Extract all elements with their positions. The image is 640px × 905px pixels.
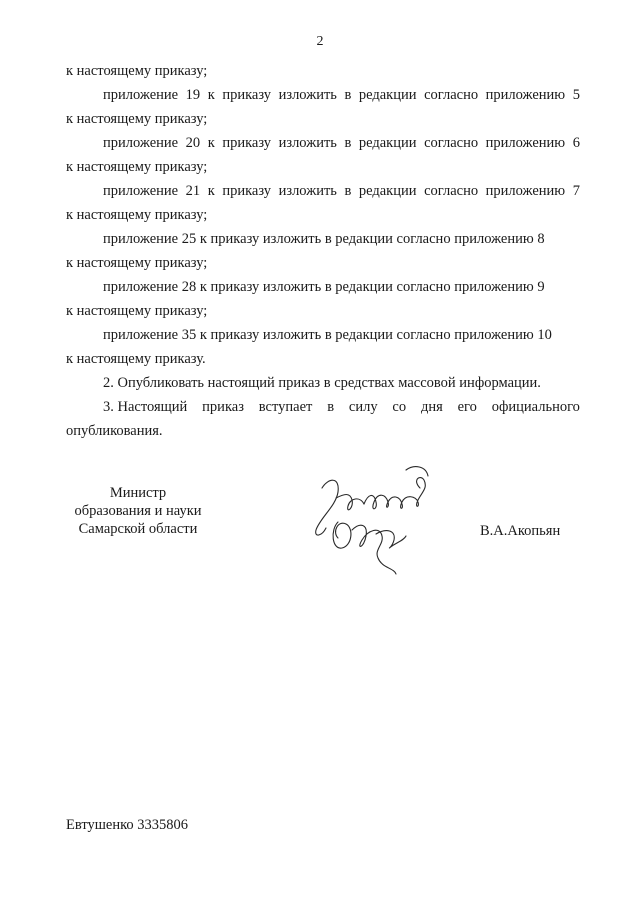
text-line-appendix-28: приложение 28 к приказу изложить в редакции согласно приложению 9	[103, 279, 545, 295]
word: изложить	[278, 87, 337, 103]
text-line-appendix-20	[66, 131, 580, 155]
signatory-title-line: Самарской области	[78, 521, 198, 537]
word: изложить	[278, 183, 337, 199]
word: приложению	[485, 87, 566, 103]
text-line-appendix-19	[66, 83, 580, 107]
text-line-appendix-25: приложение 25 к приказу изложить в редакции согласно приложению 8	[103, 231, 545, 247]
word: 20	[185, 135, 201, 151]
signatory-name: В.А.Акопьян	[480, 523, 561, 539]
word: к	[207, 183, 215, 199]
word: в	[344, 183, 352, 199]
word: в	[344, 135, 352, 151]
text-line-item-3	[66, 395, 580, 419]
word: согласно	[424, 87, 479, 103]
text-line: к настоящему приказу;	[66, 207, 208, 223]
text-line: к настоящему приказу;	[66, 255, 208, 271]
word: 7	[572, 183, 580, 199]
word: редакции	[358, 135, 417, 151]
word: согласно	[424, 183, 479, 199]
text-line: к настоящему приказу;	[66, 63, 208, 79]
word: приказу	[222, 135, 272, 151]
word: 5	[572, 87, 580, 103]
signatory-title	[66, 484, 210, 538]
document-body	[66, 59, 580, 443]
word: приказу	[222, 87, 272, 103]
text-line: к настоящему приказу.	[66, 351, 206, 367]
executor-contact: Евтушенко 3335806	[66, 817, 189, 833]
word: 3. Настоящий	[103, 399, 188, 415]
word: дня	[420, 399, 443, 415]
word: приложение	[103, 183, 179, 199]
word: со	[392, 399, 407, 415]
text-line: опубликования.	[66, 423, 163, 439]
signatory-title-line: Министр	[109, 485, 167, 501]
text-line: к настоящему приказу;	[66, 159, 208, 175]
word: редакции	[358, 183, 417, 199]
word: 6	[572, 135, 580, 151]
word: вступает	[258, 399, 313, 415]
word: изложить	[278, 135, 337, 151]
text-line-appendix-21	[66, 179, 580, 203]
word: 21	[185, 183, 201, 199]
word: приложению	[485, 135, 566, 151]
handwritten-signature	[308, 458, 440, 576]
word: согласно	[424, 135, 479, 151]
word: редакции	[358, 87, 417, 103]
signatory-title-line: образования и науки	[74, 503, 202, 519]
word: 19	[185, 87, 201, 103]
word: к	[207, 87, 215, 103]
word: приложение	[103, 87, 179, 103]
word: приказу	[222, 183, 272, 199]
word: приказ	[202, 399, 244, 415]
word: в	[344, 87, 352, 103]
word: приложению	[485, 183, 566, 199]
word: приложение	[103, 135, 179, 151]
text-line: к настоящему приказу;	[66, 303, 208, 319]
word: официального	[491, 399, 580, 415]
text-line-appendix-35: приложение 35 к приказу изложить в редакции согласно приложению 10	[103, 327, 552, 343]
word: его	[457, 399, 477, 415]
text-line-item-2: 2. Опубликовать настоящий приказ в средствах массовой информации.	[103, 375, 541, 391]
page-number: 2	[316, 34, 324, 49]
word: силу	[348, 399, 378, 415]
word: в	[327, 399, 335, 415]
word: к	[207, 135, 215, 151]
text-line: к настоящему приказу;	[66, 111, 208, 127]
